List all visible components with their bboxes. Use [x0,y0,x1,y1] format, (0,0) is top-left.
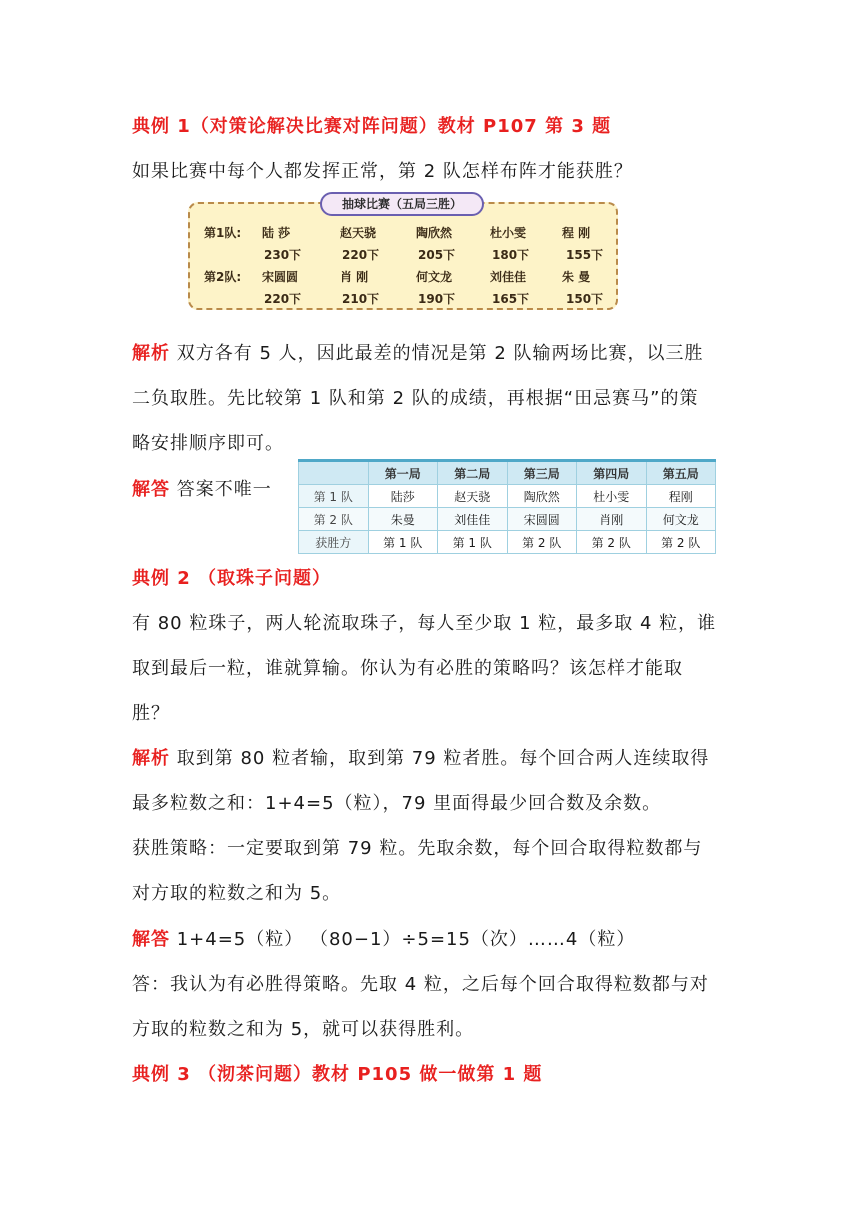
example2-question-line-1: 有 80 粒珠子，两人轮流取珠子，每人至少取 1 粒，最多取 4 粒，谁 [132,613,717,634]
example3-heading: 典例 3 （沏茶问题）教材 P105 做一做第 1 题 [132,1064,543,1085]
example2-answer-line-1: 答：我认为有必胜得策略。先取 4 粒，之后每个回合取得粒数都与对 [132,974,709,995]
analysis-label: 解析 [132,748,170,769]
table-row: 第 1 队 陆莎 赵天骁 陶欣然 杜小雯 程刚 [299,485,716,508]
team1-score-1: 230下 [264,248,302,262]
example2-answer-line-2: 方取的粒数之和为 5，就可以获得胜利。 [132,1019,475,1040]
example2-strategy-line-1: 获胜策略：一定要取到第 79 粒。先取余数，每个回合取得粒数都与 [132,838,703,859]
team2-score-4: 165下 [492,292,530,306]
team1-player-2: 赵天骁 [340,226,377,240]
example2-analysis-line-2: 最多粒数之和：1+4=5（粒），79 里面得最少回合数及余数。 [132,793,662,814]
team2-player-2: 肖 刚 [340,270,369,284]
example1-question: 如果比赛中每个人都发挥正常，第 2 队怎样布阵才能获胜？ [132,161,633,182]
team2-player-4: 刘佳佳 [490,270,527,284]
team2-score-1: 220下 [264,292,302,306]
analysis-label: 解析 [132,343,170,364]
example1-heading: 典例 1（对策论解决比赛对阵问题）教材 P107 第 3 题 [132,116,612,137]
team2-score-5: 150下 [566,292,604,306]
example1-answer: 解答 答案不唯一 [132,479,272,500]
team1-player-1: 陆 莎 [262,226,291,240]
example2-strategy-line-2: 对方取的粒数之和为 5。 [132,883,342,904]
team1-score-3: 205下 [418,248,456,262]
team1-player-5: 程 刚 [562,226,591,240]
table-row: 获胜方 第 1 队 第 1 队 第 2 队 第 2 队 第 2 队 [299,531,716,554]
team2-score-2: 210下 [342,292,380,306]
team2-player-5: 朱 曼 [562,270,591,284]
example2-question-line-3: 胜？ [132,703,170,724]
team2-label: 第2队: [204,270,242,284]
roster-title: 抽球比赛（五局三胜） [320,192,484,216]
match-roster-figure [188,197,618,310]
example1-analysis-line-1: 解析 双方各有 5 人，因此最差的情况是第 2 队输两场比赛，以三胜 [132,343,704,364]
example2-analysis-line-1: 解析 取到第 80 粒者输，取到第 79 粒者胜。每个回合两人连续取得 [132,748,710,769]
team2-player-3: 何文龙 [416,270,453,284]
example2-heading: 典例 2 （取珠子问题） [132,568,332,589]
team2-score-3: 190下 [418,292,456,306]
team1-player-4: 杜小雯 [490,226,527,240]
example2-answer-calc: 解答 1+4=5（粒） （80−1）÷5=15（次）……4（粒） [132,929,636,950]
answer-label: 解答 [132,929,170,950]
answer-label: 解答 [132,479,170,500]
team2-player-1: 宋圆圆 [262,270,299,284]
example1-analysis-line-2: 二负取胜。先比较第 1 队和第 2 队的成绩，再根据“田忌赛马”的策 [132,388,699,409]
team1-player-3: 陶欣然 [416,226,453,240]
team1-score-2: 220下 [342,248,380,262]
team1-score-4: 180下 [492,248,530,262]
team1-label: 第1队: [204,226,242,240]
table-row: 第一局 第二局 第三局 第四局 第五局 [299,461,716,485]
table-row: 第 2 队 朱曼 刘佳佳 宋圆圆 肖刚 何文龙 [299,508,716,531]
result-table [298,459,716,554]
example1-analysis-line-3: 略安排顺序即可。 [132,433,284,454]
example2-question-line-2: 取到最后一粒，谁就算输。你认为有必胜的策略吗？该怎样才能取 [132,658,683,679]
team1-score-5: 155下 [566,248,604,262]
